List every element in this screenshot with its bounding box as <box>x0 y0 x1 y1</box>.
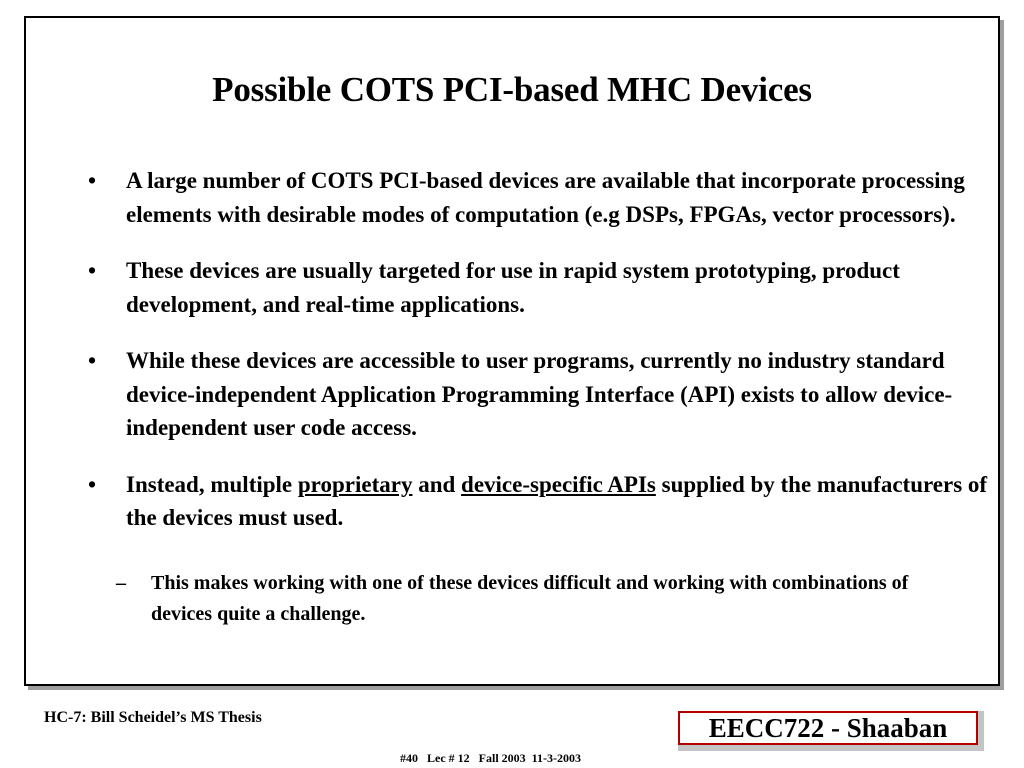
sub-bullet-item <box>116 568 951 630</box>
sub-bullet-text: This makes working with one of these devices difficult and working with combinations of devices quite a challenge. <box>151 572 909 625</box>
sub-bullet-marker: – <box>116 572 126 594</box>
bullet-text: While these devices are accessible to user programs, currently no industry standard device-independent Application Programming Interface (API) exists to allow device-independent user code access. <box>126 348 953 440</box>
bullet-item <box>88 468 988 535</box>
bullet-marker: • <box>88 258 97 283</box>
bullet-list <box>88 164 988 539</box>
bullet-item <box>88 164 988 231</box>
bullet-text-suffix: supplied by the manufacturers of the devices must used. <box>126 471 988 530</box>
slide-title: Possible COTS PCI-based MHC Devices <box>212 70 812 109</box>
bullet-item <box>88 254 988 321</box>
bullet-text-middle: and <box>412 471 462 497</box>
brand-label: EECC722 - Shaaban <box>678 711 978 745</box>
bullet-text: These devices are usually targeted for use in rapid system prototyping, product development, and real-time applications. <box>126 258 900 317</box>
bullet-item <box>88 344 988 445</box>
slide-number: #40 Lec # 12 Fall 2003 11-3-2003 <box>400 751 581 765</box>
bullet-text: A large number of COTS PCI-based devices are available that incorporate processing elements with desirable modes of computation (e.g DSPs, FPGAs, vector processors). <box>126 168 965 227</box>
underlined-term-device-specific-apis: device-specific APIs <box>461 471 656 497</box>
bullet-marker: • <box>88 348 97 373</box>
bullet-text-prefix: Instead, multiple <box>126 471 298 497</box>
footer-thesis-label: HC-7: Bill Scheidel’s MS Thesis <box>44 709 262 726</box>
brand-box <box>678 711 984 751</box>
underlined-term-proprietary: proprietary <box>297 471 413 497</box>
bullet-marker: • <box>88 471 97 497</box>
bullet-marker: • <box>88 168 97 193</box>
